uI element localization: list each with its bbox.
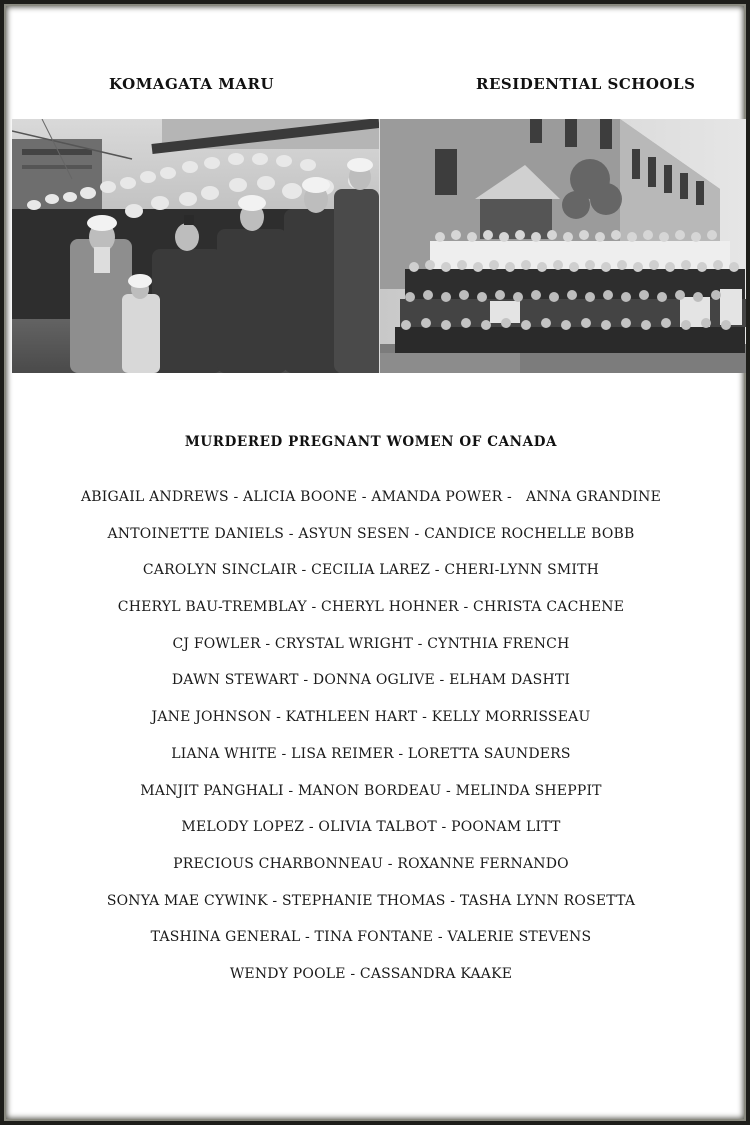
photo-strip (12, 119, 746, 373)
names-line: CHERYL BAU-TREMBLAY - CHERYL HOHNER - CHRISTA CACHENE (117, 599, 625, 616)
names-line: ABIGAIL ANDREWS - ALICIA BOONE - AMANDA POWER - ANNA GRANDINE (80, 489, 662, 505)
names-line: ANTOINETTE DANIELS - ASYUN SESEN - CANDICE ROCHELLE BOBB (107, 525, 635, 542)
names-line: MELODY LOPEZ - OLIVIA TALBOT - POONAM LITT (181, 819, 561, 836)
names-line: WENDY POOLE - CASSANDRA KAAKE (229, 965, 513, 982)
komagata-maru-photo (12, 119, 379, 373)
names-line: CAROLYN SINCLAIR - CECILIA LAREZ - CHERI-LYNN SMITH (142, 562, 600, 579)
names-line: SONYA MAE CYWINK - STEPHANIE THOMAS - TASHA LYNN ROSETTA (106, 892, 636, 909)
names-list (4, 484, 738, 998)
header-residential-schools: RESIDENTIAL SCHOOLS (476, 75, 696, 93)
section-headers (4, 75, 750, 97)
names-line: MANJIT PANGHALI - MANON BORDEAU - MELINDA SHEPPIT (140, 782, 602, 799)
names-line: CJ FOWLER - CRYSTAL WRIGHT - CYNTHIA FRENCH (172, 635, 570, 652)
names-line: DAWN STEWART - DONNA OGLIVE - ELHAM DASHTI (171, 672, 571, 689)
residential-school-photo (380, 119, 747, 373)
header-komagata-maru: KOMAGATA MARU (109, 75, 275, 93)
names-line: JANE JOHNSON - KATHLEEN HART - KELLY MORRISSEAU (151, 709, 591, 726)
names-line: PRECIOUS CHARBONNEAU - ROXANNE FERNANDO (173, 855, 569, 872)
names-line: TASHINA GENERAL - TINA FONTANE - VALERIE STEVENS (150, 929, 592, 946)
names-line: LIANA WHITE - LISA REIMER - LORETTA SAUNDERS (171, 745, 571, 762)
list-title: MURDERED PREGNANT WOMEN OF CANADA (184, 434, 558, 450)
